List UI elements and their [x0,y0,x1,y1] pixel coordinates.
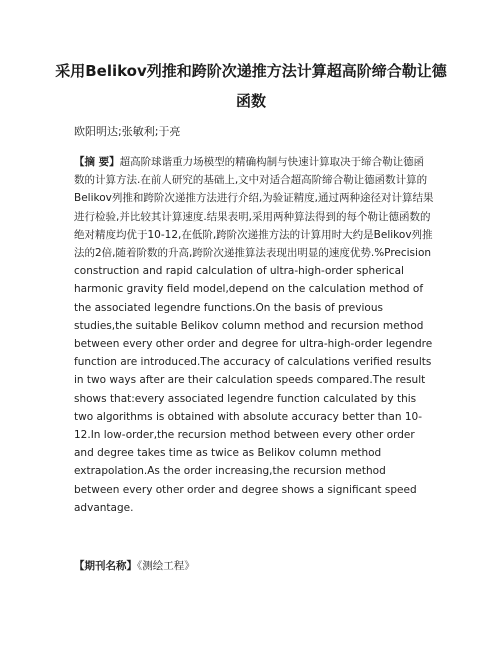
journal-info [74,558,195,574]
document-title-line-1: 采用Belikov列推和跨阶次递推方法计算超高阶缔合勒让德 [55,62,447,80]
authors: 欧阳明达;张敏利;于亮 [74,125,181,138]
journal-label: 【期刊名称】 [74,560,137,572]
journal-name: 《测绘工程》 [137,560,195,572]
abstract [74,153,434,517]
abstract-text: 超高阶球谐重力场模型的精确构制与快速计算取决于缔合勒让德函数的计算方法.在前人研究的基础上,文中对适合超高阶缔合勒让德函数计算的Belikov列推和跨阶次递推方法进行介绍,为验证精度,通过两种途径对计算结果进行检验,并比较其计算速度.结果表明,采用两种算法得到的每个勒让德函数的绝对精度均优于10-12,在低阶,跨阶次递推方法的计算用时大约是Belikov列推法的2倍,随着阶数的升高,跨阶次递推算法表现出明显的速度优势.%Precision construction and rapid calculation of ultra-high-order spherical harmonic gravity field model,depend on the calculation method of the associated legendre functions.On the basis of previous studies,the suitable Belikov column method and recursion method between every other order and degree for ultra-high-order legendre function are introduced.The accuracy of calculations verified results in two ways after are their calculation speeds compared.The result shows that:every associated legendre function calculated by this two algorithms is obtained with absolute accuracy better than 10-12.In low-order,the recursion method between every other order and degree takes time as twice as Belikov column method extrapolation.As the order increasing,the recursion method between every other order and degree shows a significant speed advantage. [74,156,434,514]
document-title-line-2: 函数 [235,92,266,110]
abstract-label: 【摘 要】 [74,156,120,168]
